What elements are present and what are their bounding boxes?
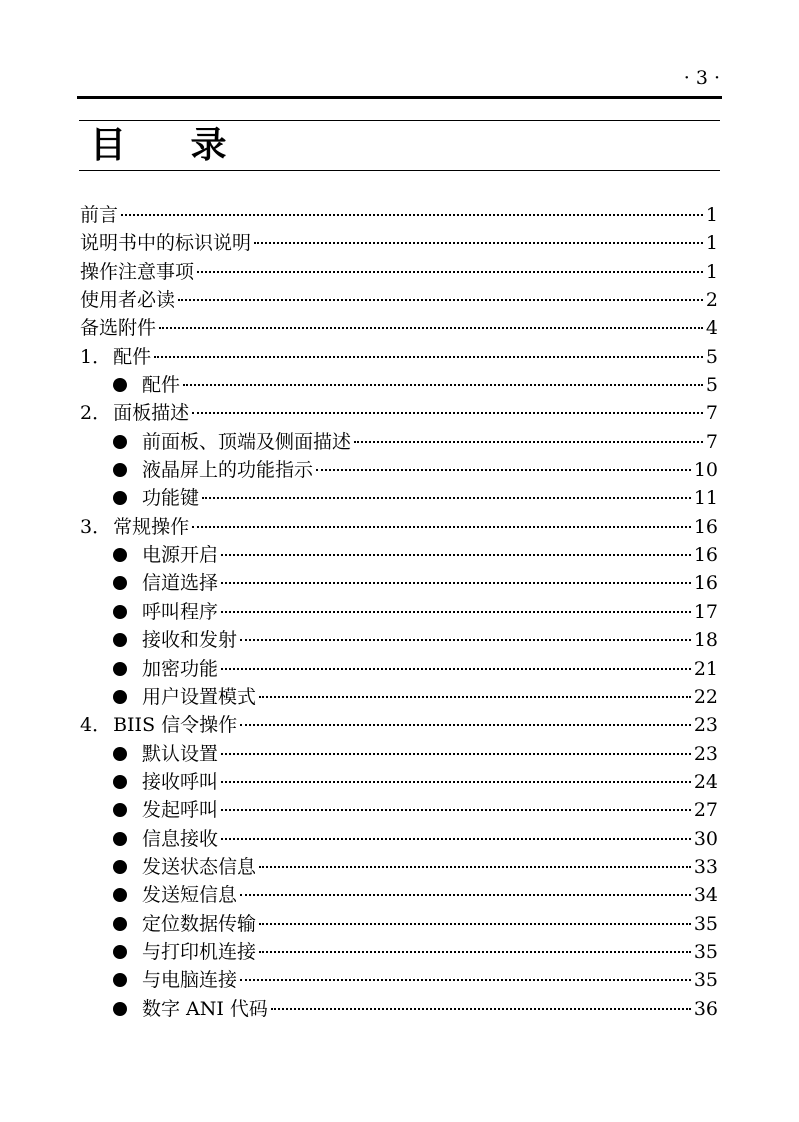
toc-leader-dots xyxy=(221,554,691,556)
toc-section-number: 3． xyxy=(80,515,112,538)
toc-page-number: 7 xyxy=(705,402,718,425)
toc-leader-dots xyxy=(221,582,691,584)
toc-entry[interactable] xyxy=(80,201,718,229)
toc-subentry[interactable] xyxy=(80,456,718,484)
toc-label: 电源开启 xyxy=(142,544,219,567)
toc-page-number: 35 xyxy=(693,912,718,935)
toc-subentry[interactable] xyxy=(80,966,718,994)
toc-page-number: 22 xyxy=(693,685,718,708)
toc-leader-dots xyxy=(316,469,691,471)
toc-subentry[interactable] xyxy=(80,598,718,626)
toc-page-number: 33 xyxy=(693,855,718,878)
toc-subentry[interactable] xyxy=(80,683,718,711)
toc-label: 呼叫程序 xyxy=(142,600,219,623)
toc-page-number: 11 xyxy=(693,487,718,510)
toc-section-number: 2． xyxy=(80,402,112,425)
toc-label: 常规操作 xyxy=(113,515,190,538)
bullet-icon xyxy=(113,435,127,449)
toc-subentry[interactable] xyxy=(80,825,718,853)
toc-leader-dots xyxy=(159,327,703,329)
bullet-icon xyxy=(113,605,127,619)
toc-subentry[interactable] xyxy=(80,910,718,938)
toc-page-number: 35 xyxy=(693,969,718,992)
bullet-icon xyxy=(113,1002,127,1016)
toc-page-number: 10 xyxy=(693,459,718,482)
bullet-icon xyxy=(113,463,127,477)
toc-leader-dots xyxy=(271,1008,691,1010)
toc-leader-dots xyxy=(192,526,691,528)
toc-subentry[interactable] xyxy=(80,541,718,569)
toc-page-number: 34 xyxy=(693,884,718,907)
toc-leader-dots xyxy=(240,639,691,641)
toc-page-number: 18 xyxy=(693,629,718,652)
toc-subentry[interactable] xyxy=(80,796,718,824)
bullet-icon xyxy=(113,973,127,987)
toc-leader-dots xyxy=(197,271,703,273)
toc-leader-dots xyxy=(178,299,703,301)
header-rule xyxy=(77,96,722,99)
table-of-contents xyxy=(80,201,718,1023)
toc-entry[interactable] xyxy=(80,229,718,257)
toc-subentry[interactable] xyxy=(80,484,718,512)
toc-label: 定位数据传输 xyxy=(142,912,257,935)
toc-page-number: 23 xyxy=(693,742,718,765)
toc-page-number: 30 xyxy=(693,827,718,850)
toc-subentry[interactable] xyxy=(80,853,718,881)
toc-page-number: 5 xyxy=(705,374,718,397)
toc-leader-dots xyxy=(259,951,691,953)
toc-leader-dots xyxy=(354,441,703,443)
toc-leader-dots xyxy=(183,384,703,386)
toc-label: 与打印机连接 xyxy=(142,940,257,963)
toc-section-number: 1． xyxy=(80,345,112,368)
toc-page-number: 27 xyxy=(693,799,718,822)
toc-label: BIIS 信令操作 xyxy=(113,714,238,737)
toc-label: 用户设置模式 xyxy=(142,685,257,708)
toc-page-number: 5 xyxy=(705,345,718,368)
toc-subentry[interactable] xyxy=(80,881,718,909)
toc-page-number: 1 xyxy=(705,260,718,283)
toc-page-number: 2 xyxy=(705,289,718,312)
bullet-icon xyxy=(113,803,127,817)
toc-label: 信道选择 xyxy=(142,572,219,595)
toc-leader-dots xyxy=(202,497,691,499)
toc-leader-dots xyxy=(259,696,691,698)
toc-label: 接收和发射 xyxy=(142,629,238,652)
toc-page-number: 1 xyxy=(705,232,718,255)
toc-subentry[interactable] xyxy=(80,428,718,456)
bullet-icon xyxy=(113,378,127,392)
title-bottom-rule xyxy=(79,170,720,171)
bullet-icon xyxy=(113,860,127,874)
page-title: 目 录 xyxy=(90,125,253,166)
toc-leader-dots xyxy=(221,611,691,613)
toc-page-number: 16 xyxy=(693,515,718,538)
toc-leader-dots xyxy=(259,923,691,925)
bullet-icon xyxy=(113,775,127,789)
toc-leader-dots xyxy=(221,809,691,811)
toc-leader-dots xyxy=(240,724,691,726)
toc-entry[interactable] xyxy=(80,513,718,541)
toc-label: 功能键 xyxy=(142,487,200,510)
toc-leader-dots xyxy=(221,781,691,783)
toc-subentry[interactable] xyxy=(80,569,718,597)
toc-page-number: 35 xyxy=(693,940,718,963)
toc-label: 使用者必读 xyxy=(80,289,176,312)
toc-leader-dots xyxy=(121,214,703,216)
toc-label: 发送短信息 xyxy=(142,884,238,907)
toc-leader-dots xyxy=(254,242,703,244)
toc-subentry[interactable] xyxy=(80,740,718,768)
toc-leader-dots xyxy=(221,838,691,840)
bullet-icon xyxy=(113,662,127,676)
toc-page-number: 23 xyxy=(693,714,718,737)
toc-entry[interactable] xyxy=(80,286,718,314)
toc-entry[interactable] xyxy=(80,343,718,371)
toc-leader-dots xyxy=(240,979,691,981)
toc-page-number: 17 xyxy=(693,600,718,623)
toc-entry[interactable] xyxy=(80,711,718,739)
toc-label: 与电脑连接 xyxy=(142,969,238,992)
toc-entry[interactable] xyxy=(80,314,718,342)
toc-entry[interactable] xyxy=(80,399,718,427)
toc-leader-dots xyxy=(192,412,703,414)
toc-label: 前面板、顶端及侧面描述 xyxy=(142,430,352,453)
bullet-icon xyxy=(113,491,127,505)
toc-subentry[interactable] xyxy=(80,655,718,683)
toc-label: 操作注意事项 xyxy=(80,260,195,283)
toc-label: 备选附件 xyxy=(80,317,157,340)
toc-page-number: 24 xyxy=(693,770,718,793)
toc-leader-dots xyxy=(259,866,691,868)
toc-label: 前言 xyxy=(80,204,119,226)
bullet-icon xyxy=(113,576,127,590)
title-top-rule xyxy=(79,120,720,121)
bullet-icon xyxy=(113,548,127,562)
page-number: · 3 · xyxy=(683,67,720,89)
toc-leader-dots xyxy=(221,668,691,670)
toc-label: 发送状态信息 xyxy=(142,855,257,878)
toc-page-number: 4 xyxy=(705,317,718,340)
toc-label: 接收呼叫 xyxy=(142,770,219,793)
bullet-icon xyxy=(113,917,127,931)
toc-label: 发起呼叫 xyxy=(142,799,219,822)
toc-label: 液晶屏上的功能指示 xyxy=(142,459,314,482)
bullet-icon xyxy=(113,633,127,647)
toc-section-number: 4． xyxy=(80,714,112,737)
bullet-icon xyxy=(113,832,127,846)
toc-page-number: 16 xyxy=(693,544,718,567)
bullet-icon xyxy=(113,888,127,902)
toc-page-number: 36 xyxy=(693,997,718,1020)
toc-label: 说明书中的标识说明 xyxy=(80,232,252,255)
toc-label: 配件 xyxy=(142,374,181,397)
toc-subentry[interactable] xyxy=(80,371,718,399)
toc-label: 信息接收 xyxy=(142,827,219,850)
toc-leader-dots xyxy=(221,753,691,755)
toc-page-number: 1 xyxy=(705,204,718,226)
toc-leader-dots xyxy=(154,356,703,358)
toc-page-number: 16 xyxy=(693,572,718,595)
bullet-icon xyxy=(113,747,127,761)
toc-label: 面板描述 xyxy=(113,402,190,425)
toc-subentry[interactable] xyxy=(80,768,718,796)
toc-page-number: 21 xyxy=(693,657,718,680)
toc-subentry[interactable] xyxy=(80,626,718,654)
bullet-icon xyxy=(113,690,127,704)
toc-subentry[interactable] xyxy=(80,995,718,1023)
bullet-icon xyxy=(113,945,127,959)
toc-label: 默认设置 xyxy=(142,742,219,765)
toc-entry[interactable] xyxy=(80,258,718,286)
toc-label: 加密功能 xyxy=(142,657,219,680)
toc-subentry[interactable] xyxy=(80,938,718,966)
toc-label: 数字 ANI 代码 xyxy=(142,997,268,1020)
toc-page-number: 7 xyxy=(705,430,718,453)
toc-leader-dots xyxy=(240,894,691,896)
toc-label: 配件 xyxy=(113,345,152,368)
